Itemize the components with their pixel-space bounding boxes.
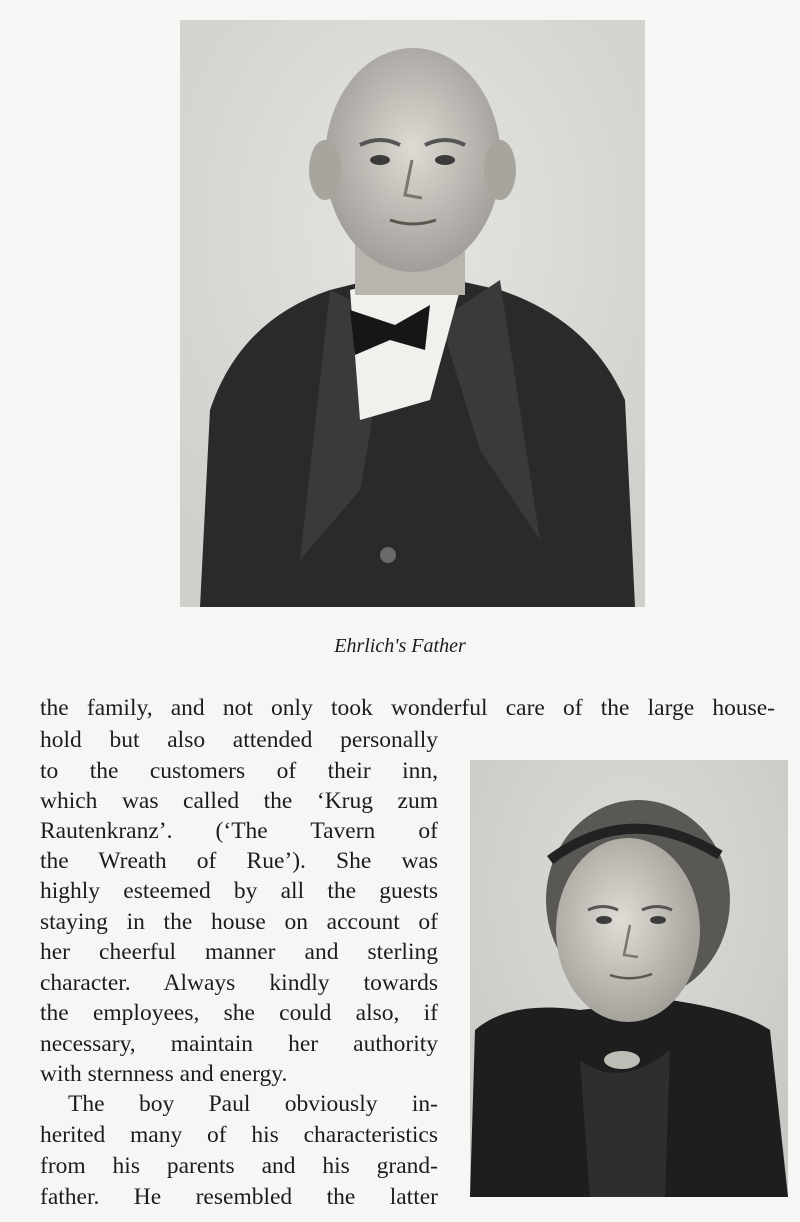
father-portrait-photo: [180, 20, 645, 607]
text-line: character. Always kindly towards: [40, 970, 438, 996]
text-line: father. He resembled the latter: [40, 1184, 438, 1210]
text-line: her cheerful manner and sterling: [40, 939, 438, 965]
text-line: staying in the house on account of: [40, 909, 438, 935]
text-line: with sternness and energy.: [40, 1061, 288, 1087]
text-line: necessary, maintain her authority: [40, 1031, 438, 1057]
text-line: highly esteemed by all the guests: [40, 878, 438, 904]
photo-caption: Ehrlich's Father: [334, 635, 466, 657]
text-line: to the customers of their inn,: [40, 758, 438, 784]
text-line: which was called the ‘Krug zum: [40, 788, 438, 814]
mother-portrait-photo: [470, 760, 788, 1197]
text-line: herited many of his characteristics: [40, 1122, 438, 1148]
text-line: The boy Paul obviously in-: [68, 1091, 438, 1117]
text-line: the Wreath of Rue’). She was: [40, 848, 438, 874]
text-line: the employees, she could also, if: [40, 1000, 438, 1026]
text-line: hold but also attended personally: [40, 727, 438, 753]
text-line: the family, and not only took wonderful care of the large house-: [40, 695, 775, 721]
text-line: from his parents and his grand-: [40, 1153, 438, 1179]
text-line: Rautenkranz’. (‘The Tavern of: [40, 818, 438, 844]
